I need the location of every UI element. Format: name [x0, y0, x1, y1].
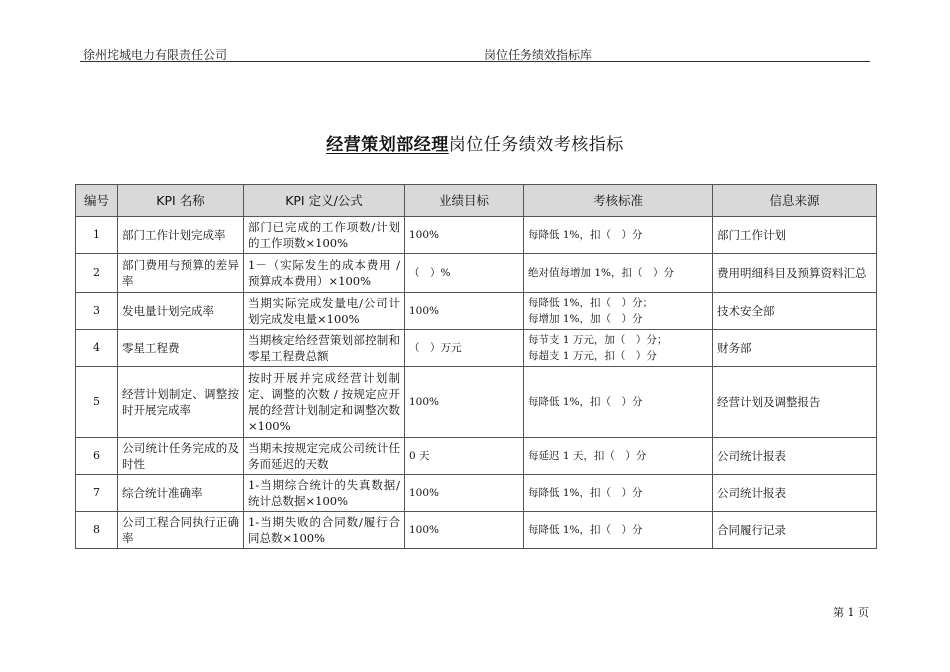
col-header-source: 信息来源	[713, 185, 877, 217]
cell-kpi-definition: 当期实际完成发量电/公司计划完成发电量×100%	[244, 293, 405, 330]
cell-no: 7	[76, 475, 118, 512]
kpi-table	[75, 184, 877, 549]
cell-target: 100%	[405, 293, 524, 330]
page-title	[0, 130, 950, 155]
table-row	[76, 330, 877, 367]
cell-target: （ ）%	[405, 254, 524, 293]
cell-source: 费用明细科目及预算资料汇总	[713, 254, 877, 293]
cell-criteria: 每节支 1 万元，加（ ）分； 每超支 1 万元，扣（ ）分	[524, 330, 713, 367]
company-name: 徐州垞城电力有限责任公司	[83, 48, 228, 62]
cell-kpi-definition: 当期核定给经营策划部控制和零星工程费总额	[244, 330, 405, 367]
cell-no: 2	[76, 254, 118, 293]
cell-criteria: 每降低 1%，扣（ ）分	[524, 475, 713, 512]
library-name: 岗位任务绩效指标库	[484, 48, 593, 62]
cell-kpi-definition: 部门已完成的工作项数/计划的工作项数×100%	[244, 217, 405, 254]
cell-criteria: 每降低 1%，扣（ ）分	[524, 512, 713, 549]
cell-kpi-name: 经营计划制定、调整按时开展完成率	[118, 367, 244, 438]
cell-source: 财务部	[713, 330, 877, 367]
cell-criteria: 绝对值每增加 1%，扣（ ）分	[524, 254, 713, 293]
cell-kpi-name: 公司统计任务完成的及时性	[118, 438, 244, 475]
cell-kpi-name: 部门工作计划完成率	[118, 217, 244, 254]
cell-target: （ ）万元	[405, 330, 524, 367]
table-row	[76, 367, 877, 438]
col-header-kpi-name: KPI 名称	[118, 185, 244, 217]
col-header-kpi-definition: KPI 定义/公式	[244, 185, 405, 217]
cell-no: 3	[76, 293, 118, 330]
cell-source: 合同履行记录	[713, 512, 877, 549]
title-emphasis: 经营策划部经理	[326, 135, 449, 155]
table-row	[76, 293, 877, 330]
table-row	[76, 438, 877, 475]
cell-target: 100%	[405, 367, 524, 438]
cell-source: 部门工作计划	[713, 217, 877, 254]
cell-target: 100%	[405, 217, 524, 254]
cell-target: 100%	[405, 512, 524, 549]
cell-source: 技术安全部	[713, 293, 877, 330]
cell-no: 6	[76, 438, 118, 475]
cell-source: 经营计划及调整报告	[713, 367, 877, 438]
cell-kpi-name: 综合统计准确率	[118, 475, 244, 512]
cell-criteria: 每降低 1%，扣（ ）分	[524, 217, 713, 254]
cell-source: 公司统计报表	[713, 438, 877, 475]
title-rest: 岗位任务绩效考核指标	[448, 135, 624, 155]
col-header-target: 业绩目标	[405, 185, 524, 217]
cell-kpi-definition: 1-当期综合统计的失真数据/统计总数据×100%	[244, 475, 405, 512]
cell-kpi-definition: 当期未按规定完成公司统计任务而延迟的天数	[244, 438, 405, 475]
cell-criteria: 每降低 1%，扣（ ）分； 每增加 1%，加（ ）分	[524, 293, 713, 330]
cell-no: 1	[76, 217, 118, 254]
cell-no: 4	[76, 330, 118, 367]
cell-kpi-name: 零星工程费	[118, 330, 244, 367]
table-row	[76, 475, 877, 512]
cell-kpi-definition: 1-当期失败的合同数/履行合同总数×100%	[244, 512, 405, 549]
col-header-criteria: 考核标准	[524, 185, 713, 217]
cell-kpi-definition: 按时开展并完成经营计划制定、调整的次数 / 按规定应开展的经营计划制定和调整次数×100%	[244, 367, 405, 438]
table-header-row	[76, 185, 877, 217]
cell-kpi-definition: 1－（实际发生的成本费用 / 预算成本费用）×100%	[244, 254, 405, 293]
cell-no: 5	[76, 367, 118, 438]
cell-target: 100%	[405, 475, 524, 512]
col-header-no: 编号	[76, 185, 118, 217]
cell-kpi-name: 发电量计划完成率	[118, 293, 244, 330]
cell-source: 公司统计报表	[713, 475, 877, 512]
cell-criteria: 每延迟 1 天，扣（ ）分	[524, 438, 713, 475]
table-row	[76, 254, 877, 293]
cell-no: 8	[76, 512, 118, 549]
cell-target: 0 天	[405, 438, 524, 475]
header-divider	[80, 61, 870, 62]
table-row	[76, 217, 877, 254]
cell-kpi-name: 公司工程合同执行正确率	[118, 512, 244, 549]
cell-criteria: 每降低 1%，扣（ ）分	[524, 367, 713, 438]
page-number: 第 1 页	[833, 606, 869, 619]
cell-kpi-name: 部门费用与预算的差异率	[118, 254, 244, 293]
table-row	[76, 512, 877, 549]
